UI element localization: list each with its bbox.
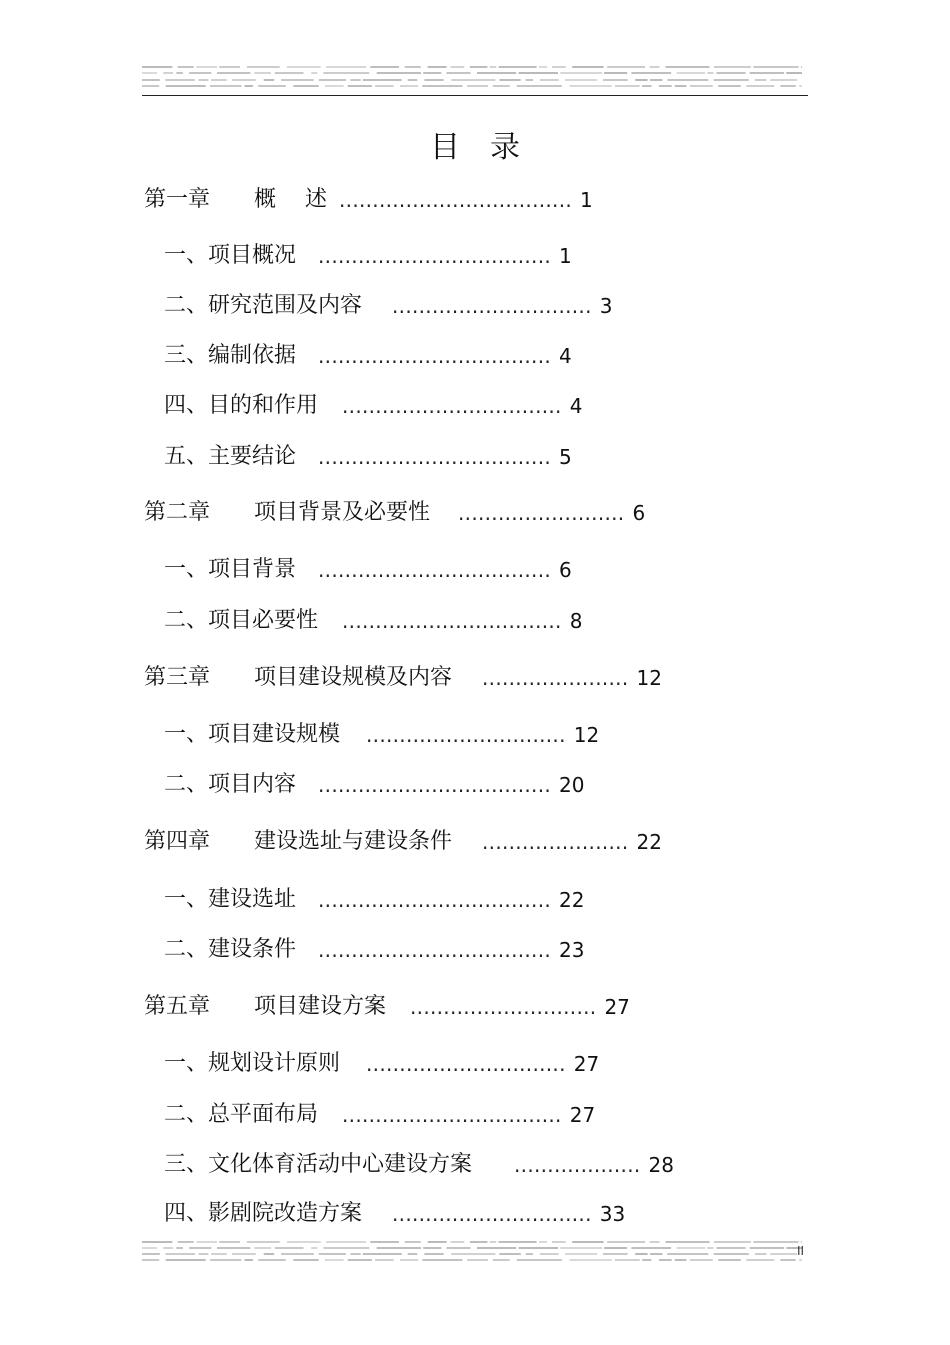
watermark-glyph-run (770, 79, 797, 81)
footer-watermark-text (142, 1238, 808, 1268)
watermark-glyph-run (142, 1253, 160, 1255)
watermark-glyph-run (714, 1253, 749, 1255)
watermark-glyph-run (178, 1241, 194, 1243)
watermark-glyph-run (642, 85, 651, 87)
watermark-glyph-run (780, 85, 795, 87)
toc-leader-dots: ............................ (410, 995, 597, 1019)
watermark-glyph-run (677, 72, 706, 74)
watermark-glyph-run (245, 1259, 253, 1261)
watermark-glyph-run (351, 1253, 361, 1255)
watermark-glyph-run (615, 1259, 640, 1261)
watermark-glyph-run (714, 1241, 751, 1243)
watermark-glyph-run (635, 1253, 647, 1255)
watermark-glyph-run (326, 1241, 366, 1243)
watermark-glyph-run (176, 1247, 183, 1249)
page-number: II (797, 1244, 805, 1258)
watermark-glyph-run (666, 1241, 710, 1243)
toc-leader-dots: ................................... (318, 938, 552, 962)
toc-page-number: 12 (573, 723, 600, 747)
watermark-glyph-run (493, 85, 510, 87)
watermark-glyph-run (718, 85, 741, 87)
watermark-glyph-run (780, 1259, 795, 1261)
toc-entry-label: 第三章 项目建设规模及内容 (144, 665, 453, 690)
watermark-glyph-run (351, 79, 361, 81)
watermark-glyph-run (199, 1253, 209, 1255)
watermark-glyph-run (753, 66, 798, 68)
watermark-glyph-run (799, 85, 802, 87)
watermark-glyph-run (219, 66, 240, 68)
watermark-glyph-run (211, 79, 227, 81)
watermark-glyph-run (607, 1241, 645, 1243)
toc-page-number: 33 (599, 1202, 626, 1226)
toc-title: 目 录 (430, 130, 520, 165)
toc-leader-dots: ................................... (318, 773, 552, 797)
watermark-glyph-run (287, 1241, 321, 1243)
watermark-glyph-run (196, 66, 217, 68)
toc-entry-section[interactable] (164, 1150, 674, 1180)
watermark-glyph-run (400, 85, 418, 87)
toc-leader-dots: ................................... (318, 888, 552, 912)
toc-leader-dots: ................................. (342, 394, 562, 418)
toc-leader-dots: ................................. (342, 609, 562, 633)
header-rule (142, 95, 808, 96)
watermark-glyph-run (451, 66, 465, 68)
toc-leader-dots: .............................. (392, 294, 592, 318)
watermark-glyph-run (163, 1247, 173, 1249)
toc-page-number: 27 (569, 1103, 596, 1127)
watermark-glyph-run (716, 72, 745, 74)
watermark-glyph-run (324, 1247, 370, 1249)
toc-entry-label: 三、文化体育活动中心建设方案 (164, 1152, 473, 1177)
toc-entry-label: 五、主要结论 (164, 444, 297, 469)
toc-leader-dots: .............................. (366, 723, 566, 747)
watermark-glyph-run (539, 66, 547, 68)
watermark-glyph-run (540, 79, 559, 81)
toc-entry-label: 二、研究范围及内容 (164, 293, 363, 318)
watermark-glyph-run (477, 72, 516, 74)
toc-entry-label: 二、项目内容 (164, 772, 297, 797)
toc-leader-dots: ................................... (339, 188, 573, 212)
watermark-glyph-run (786, 72, 802, 74)
toc-entry-label: 一、项目背景 (164, 557, 297, 582)
toc-entry-chapter-1[interactable] (144, 185, 593, 215)
watermark-glyph-run (635, 79, 647, 81)
watermark-glyph-run (560, 1247, 602, 1249)
watermark-glyph-run (470, 1241, 488, 1243)
watermark-glyph-run (603, 1253, 628, 1255)
watermark-glyph-run (603, 79, 628, 81)
watermark-glyph-run (451, 79, 495, 81)
watermark-glyph-run (718, 1259, 741, 1261)
watermark-glyph-run (667, 79, 708, 81)
watermark-glyph-run (142, 1259, 159, 1261)
watermark-glyph-run (311, 1247, 317, 1249)
watermark-glyph-run (493, 1259, 510, 1261)
watermark-glyph-run (666, 66, 710, 68)
toc-entry-label: 四、目的和作用 (164, 393, 319, 418)
watermark-glyph-run (405, 66, 421, 68)
toc-page-number: 6 (559, 558, 572, 582)
toc-entry-label: 二、建设条件 (164, 937, 297, 962)
watermark-glyph-run (245, 85, 253, 87)
toc-entry-section[interactable] (164, 720, 599, 750)
watermark-glyph-run (517, 85, 562, 87)
watermark-glyph-run (499, 1253, 520, 1255)
watermark-glyph-run (552, 66, 566, 68)
toc-leader-dots: ................................... (318, 558, 552, 582)
toc-entry-label: 四、影剧院改造方案 (164, 1201, 363, 1226)
toc-leader-dots: ...................... (482, 830, 629, 854)
watermark-glyph-run (467, 1259, 488, 1261)
watermark-glyph-run (570, 85, 612, 87)
watermark-glyph-run (287, 66, 321, 68)
watermark-glyph-run (750, 72, 784, 74)
watermark-glyph-run (755, 1253, 767, 1255)
watermark-glyph-run (631, 1247, 671, 1249)
watermark-glyph-run (690, 1259, 713, 1261)
watermark-glyph-run (499, 66, 537, 68)
watermark-glyph-run (319, 1253, 346, 1255)
toc-entry-chapter-2[interactable] (144, 498, 645, 528)
watermark-glyph-run (370, 66, 399, 68)
watermark-glyph-run (275, 72, 304, 74)
toc-entry-label: 一、项目建设规模 (164, 722, 341, 747)
toc-entry-section[interactable] (164, 442, 572, 472)
watermark-glyph-run (254, 72, 271, 74)
toc-entry-label: 一、建设选址 (164, 887, 297, 912)
watermark-glyph-run (477, 1247, 516, 1249)
toc-leader-dots: ................................... (318, 244, 552, 268)
toc-page-number: 1 (580, 188, 593, 212)
watermark-glyph-run (650, 1253, 662, 1255)
watermark-glyph-run (166, 1259, 206, 1261)
toc-page-number: 6 (632, 501, 646, 525)
toc-entry-section[interactable] (164, 555, 572, 585)
toc-entry-section[interactable] (164, 935, 584, 965)
toc-page-number: 5 (559, 445, 572, 469)
watermark-glyph-run (642, 1259, 651, 1261)
watermark-glyph-run (470, 66, 488, 68)
watermark-glyph-run (490, 1241, 497, 1243)
toc-entry-label: 第一章 概 述 (144, 187, 327, 212)
watermark-glyph-run (422, 1259, 462, 1261)
toc-entry-label: 第二章 项目背景及必要性 (144, 500, 431, 525)
watermark-glyph-run (519, 72, 558, 74)
watermark-glyph-run (363, 1253, 402, 1255)
watermark-glyph-run (232, 79, 256, 81)
watermark-glyph-run (408, 79, 418, 81)
watermark-glyph-run (677, 1247, 706, 1249)
watermark-glyph-run (142, 79, 160, 81)
watermark-glyph-run (526, 79, 533, 81)
toc-leader-dots: .............................. (366, 1052, 566, 1076)
watermark-glyph-run (232, 1253, 256, 1255)
watermark-glyph-run (565, 79, 597, 81)
toc-entry-label: 一、规划设计原则 (164, 1051, 341, 1076)
toc-entry-section[interactable] (164, 241, 572, 271)
watermark-glyph-run (348, 85, 372, 87)
watermark-glyph-run (650, 66, 660, 68)
watermark-glyph-run (424, 79, 443, 81)
toc-page-number: 22 (636, 830, 662, 854)
watermark-glyph-run (750, 1247, 784, 1249)
watermark-glyph-run (189, 1247, 211, 1249)
watermark-glyph-run (753, 1241, 798, 1243)
toc-page-number: 20 (559, 773, 585, 797)
watermark-glyph-run (799, 1259, 802, 1261)
watermark-glyph-run (189, 72, 211, 74)
watermark-glyph-run (142, 1241, 172, 1243)
toc-page-number: 4 (559, 344, 572, 368)
watermark-glyph-run (572, 66, 603, 68)
toc-page-number: 3 (599, 294, 613, 318)
watermark-glyph-run (219, 1241, 240, 1243)
watermark-glyph-run (142, 66, 172, 68)
toc-leader-dots: ...................... (482, 666, 629, 690)
toc-page-number: 8 (569, 609, 583, 633)
toc-entry-label: 第五章 项目建设方案 (144, 994, 387, 1019)
watermark-glyph-run (325, 1259, 344, 1261)
watermark-glyph-run (675, 85, 687, 87)
watermark-glyph-run (526, 1253, 533, 1255)
toc-page-number: 1 (559, 244, 572, 268)
header-watermark-text (142, 62, 808, 92)
watermark-glyph-run (714, 79, 749, 81)
watermark-glyph-run (714, 66, 751, 68)
watermark-glyph-run (217, 1247, 250, 1249)
watermark-glyph-run (311, 72, 317, 74)
toc-page-number: 12 (636, 666, 662, 690)
toc-entry-section[interactable] (164, 391, 582, 421)
watermark-glyph-run (423, 72, 441, 74)
toc-entry-label: 第四章 建设选址与建设条件 (144, 829, 453, 854)
watermark-glyph-run (424, 1253, 443, 1255)
watermark-glyph-run (247, 66, 280, 68)
toc-page-number: 28 (648, 1153, 674, 1177)
toc-entry-label: 二、项目必要性 (164, 608, 319, 633)
watermark-glyph-run (746, 1259, 774, 1261)
watermark-glyph-run (615, 85, 640, 87)
watermark-glyph-run (326, 66, 366, 68)
watermark-glyph-run (281, 79, 314, 81)
watermark-glyph-run (467, 85, 488, 87)
watermark-glyph-run (659, 85, 672, 87)
watermark-glyph-run (540, 1253, 559, 1255)
watermark-glyph-run (363, 79, 402, 81)
watermark-glyph-run (405, 1241, 421, 1243)
watermark-glyph-run (217, 72, 250, 74)
watermark-glyph-run (446, 1247, 470, 1249)
watermark-glyph-run (178, 66, 194, 68)
watermark-glyph-run (293, 85, 318, 87)
toc-page-number: 22 (559, 888, 585, 912)
toc-entry-section[interactable] (164, 1100, 595, 1130)
watermark-glyph-run (375, 85, 394, 87)
toc-entry-label: 一、项目概况 (164, 243, 297, 268)
watermark-glyph-run (451, 1241, 465, 1243)
watermark-glyph-run (446, 72, 470, 74)
watermark-glyph-run (770, 1253, 797, 1255)
toc-entry-section[interactable] (164, 885, 584, 915)
watermark-glyph-run (604, 72, 627, 74)
toc-entry-section[interactable] (164, 1199, 625, 1229)
watermark-glyph-run (176, 72, 183, 74)
toc-entry-chapter-5[interactable] (144, 992, 630, 1022)
watermark-glyph-run (211, 1253, 227, 1255)
watermark-glyph-run (517, 1259, 562, 1261)
toc-entry-section[interactable] (164, 291, 612, 321)
toc-entry-label: 三、编制依据 (164, 343, 297, 368)
watermark-glyph-run (254, 1247, 271, 1249)
watermark-glyph-run (408, 1253, 418, 1255)
toc-entry-section[interactable] (164, 606, 582, 636)
watermark-glyph-run (370, 1241, 399, 1243)
toc-leader-dots: ................................... (318, 445, 552, 469)
watermark-glyph-run (422, 85, 462, 87)
toc-entry-section[interactable] (164, 770, 584, 800)
watermark-glyph-run (377, 1247, 421, 1249)
watermark-glyph-run (325, 85, 344, 87)
toc-entry-label: 二、总平面布局 (164, 1102, 319, 1127)
watermark-glyph-run (650, 1241, 660, 1243)
watermark-glyph-run (428, 66, 447, 68)
watermark-glyph-run (499, 1241, 537, 1243)
watermark-glyph-run (716, 1247, 745, 1249)
toc-entry-chapter-3[interactable] (144, 663, 662, 693)
watermark-glyph-run (690, 85, 713, 87)
watermark-glyph-run (650, 79, 662, 81)
watermark-glyph-run (210, 1259, 241, 1261)
toc-page-number: 23 (559, 938, 585, 962)
watermark-glyph-run (604, 1247, 627, 1249)
watermark-glyph-run (572, 1241, 603, 1243)
watermark-glyph-run (755, 79, 767, 81)
toc-leader-dots: ................................... (318, 344, 552, 368)
toc-page-number: 27 (604, 995, 630, 1019)
toc-entry-section[interactable] (164, 1049, 599, 1079)
watermark-glyph-run (451, 1253, 495, 1255)
toc-entry-chapter-4[interactable] (144, 827, 662, 857)
toc-leader-dots: ................................. (342, 1103, 562, 1127)
watermark-glyph-run (258, 1259, 286, 1261)
watermark-glyph-run (166, 85, 206, 87)
watermark-glyph-run (552, 1241, 566, 1243)
watermark-glyph-run (607, 66, 645, 68)
watermark-glyph-run (659, 1259, 672, 1261)
watermark-glyph-run (324, 72, 370, 74)
watermark-glyph-run (199, 79, 209, 81)
watermark-glyph-run (142, 1247, 157, 1249)
watermark-glyph-run (746, 85, 774, 87)
watermark-glyph-run (570, 1259, 612, 1261)
watermark-glyph-run (519, 1247, 558, 1249)
watermark-glyph-run (428, 1241, 447, 1243)
watermark-glyph-run (264, 79, 275, 81)
watermark-glyph-run (565, 1253, 597, 1255)
watermark-glyph-run (423, 1247, 441, 1249)
watermark-glyph-run (275, 1247, 304, 1249)
watermark-glyph-run (196, 1241, 217, 1243)
watermark-glyph-run (499, 79, 520, 81)
watermark-glyph-run (801, 1241, 802, 1243)
watermark-glyph-run (707, 1247, 713, 1249)
watermark-glyph-run (348, 1259, 372, 1261)
watermark-glyph-run (319, 79, 346, 81)
watermark-glyph-run (281, 1253, 314, 1255)
watermark-glyph-run (675, 1259, 687, 1261)
watermark-glyph-run (247, 1241, 280, 1243)
toc-leader-dots: .............................. (392, 1202, 592, 1226)
watermark-glyph-run (377, 72, 421, 74)
watermark-glyph-run (707, 72, 713, 74)
watermark-glyph-run (163, 72, 173, 74)
watermark-glyph-run (165, 1253, 195, 1255)
watermark-glyph-run (539, 1241, 547, 1243)
watermark-glyph-run (667, 1253, 708, 1255)
watermark-glyph-run (258, 85, 286, 87)
toc-page-number: 4 (569, 394, 583, 418)
watermark-glyph-run (210, 85, 241, 87)
watermark-glyph-run (490, 66, 497, 68)
toc-leader-dots: ................... (514, 1153, 641, 1177)
watermark-glyph-run (293, 1259, 318, 1261)
watermark-glyph-run (375, 1259, 394, 1261)
watermark-glyph-run (165, 79, 195, 81)
watermark-glyph-run (142, 85, 159, 87)
watermark-glyph-run (264, 1253, 275, 1255)
watermark-glyph-run (560, 72, 602, 74)
watermark-glyph-run (801, 66, 802, 68)
toc-page-number: 27 (573, 1052, 600, 1076)
watermark-glyph-run (400, 1259, 418, 1261)
toc-entry-section[interactable] (164, 341, 572, 371)
watermark-glyph-run (142, 72, 157, 74)
toc-leader-dots: ......................... (458, 501, 625, 525)
watermark-glyph-run (631, 72, 671, 74)
